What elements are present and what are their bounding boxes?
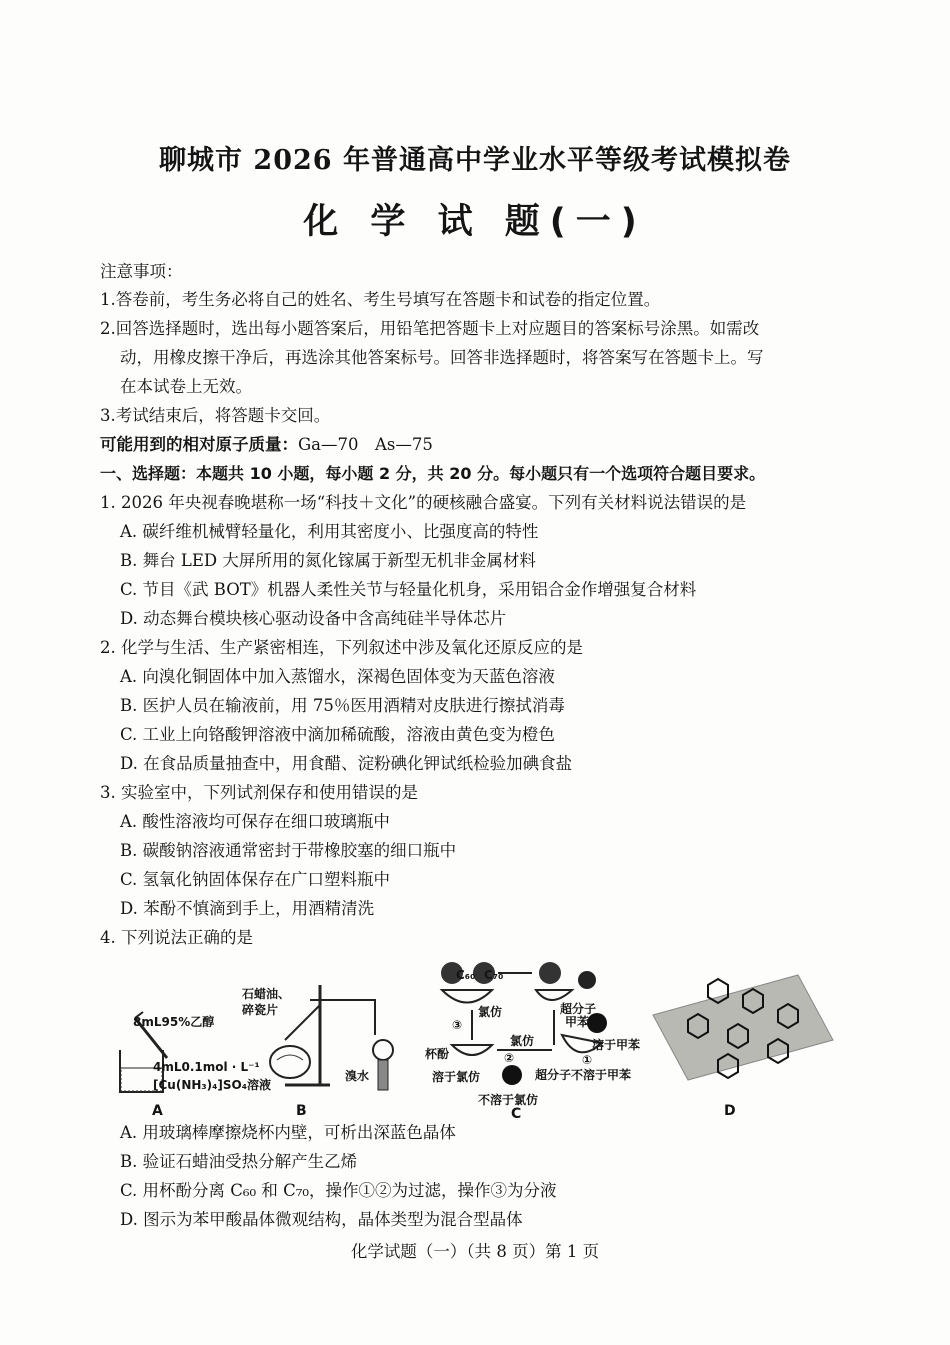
option: C. 工业上向铬酸钾溶液中滴加稀硫酸，溶液由黄色变为橙色 [120,725,556,744]
question-stem: 2. 化学与生活、生产紧密相连，下列叙述中涉及氧化还原反应的是 [100,638,583,657]
option: B. 舞台 LED 大屏所用的氮化镓属于新型无机非金属材料 [120,551,536,570]
notice-item: 2.回答选择题时，选出每小题答案后，用铅笔把答题卡上对应题目的答案标号涂黑。如需改 [100,319,760,338]
figure-c-c60: C₆₀ [456,968,476,982]
figure-c-toluene: 甲苯 [565,1015,590,1029]
option: D. 动态舞台模块核心驱动设备中含高纯硅半导体芯片 [120,609,507,628]
figure-b-text: 溴水 [345,1069,370,1083]
option: B. 验证石蜡油受热分解产生乙烯 [120,1152,358,1171]
figure-c-chloroform2: 氯仿 [510,1034,535,1048]
page-footer: 化学试题（一）（共 8 页）第 1 页 [350,1242,600,1261]
figure-b-label: B [296,1103,307,1119]
notice-item: 动，用橡皮擦干净后，再选涂其他答案标号。回答非选择题时，将答案写在答题卡上。写 [120,348,764,367]
option: A. 用玻璃棒摩擦烧杯内壁，可析出深蓝色晶体 [120,1123,456,1142]
figure-c-dissolve-chl: 溶于氯仿 [432,1070,481,1084]
figure-d-label: D [724,1103,736,1119]
question-stem: 1. 2026 年央视春晚堪称一场“科技＋文化”的硬核融合盛宴。下列有关材料说法错误的是 [100,493,747,512]
atomic-mass-label: 可能用到的相对原子质量： [100,435,298,454]
option: B. 碳酸钠溶液通常密封于带橡胶塞的细口瓶中 [120,841,457,860]
figure-c-dissolve-tol: 溶于甲苯 [592,1038,641,1052]
figure-c-insoluble-chl: 不溶于氯仿 [478,1093,539,1107]
figure-c-op1: ① [582,1053,593,1067]
option: D. 苯酚不慎滴到手上，用酒精清洗 [120,899,375,918]
section-heading: 一、选择题：本题共 10 小题，每小题 2 分，共 20 分。每小题只有一个选项符合题目要求。 [100,464,766,483]
atomic-mass-values: Ga—70 As—75 [298,435,433,454]
option: C. 节目《武 BOT》机器人柔性关节与轻量化机身，采用铝合金作增强复合材料 [120,580,697,599]
option: D. 在食品质量抽查中，用食醋、淀粉碘化钾试纸检验加碘食盐 [120,754,573,773]
option: A. 向溴化铜固体中加入蒸馏水，深褐色固体变为天蓝色溶液 [120,667,555,686]
option: A. 酸性溶液均可保存在细口玻璃瓶中 [120,812,390,831]
figure-c-c70: C₇₀ [484,968,504,982]
option: A. 碳纤维机械臂轻量化，利用其密度小、比强度高的特性 [120,522,539,541]
question-stem: 4. 下列说法正确的是 [100,928,253,947]
figure-a-text: 8mL95%乙醇 [133,1015,215,1029]
figure-a-text: [Cu(NH₃)₄]SO₄溶液 [153,1078,271,1092]
figure-c-op2: ② [504,1051,515,1065]
figure-c-op3: ③ [452,1018,463,1032]
option: D. 图示为苯甲酸晶体微观结构，晶体类型为混合型晶体 [120,1210,523,1229]
figure-a-text: 4mL0.1mol · L⁻¹ [153,1060,260,1074]
question-stem: 3. 实验室中，下列试剂保存和使用错误的是 [100,783,418,802]
exam-subtitle: 化 学 试 题(一) [303,202,647,242]
notice-item: 在本试卷上无效。 [120,377,252,396]
atomic-mass-line [100,435,433,455]
figure-d-crystal [648,965,838,1090]
notice-item: 3.考试结束后，将答题卡交回。 [100,406,331,425]
figure-a-label: A [152,1103,163,1119]
figure-b-text: 碎瓷片 [242,1003,279,1017]
notice-item: 1.答卷前，考生务必将自己的姓名、考生号填写在答题卡和试卷的指定位置。 [100,290,661,309]
figure-c-supra: 超分子 [560,1002,597,1016]
figure-b-text: 石蜡油、 [242,987,291,1001]
figure-c-calix: 杯酚 [425,1047,450,1061]
option: B. 医护人员在输液前，用 75％医用酒精对皮肤进行擦拭消毒 [120,696,565,715]
exam-title: 聊城市 2026 年普通高中学业水平等级考试模拟卷 [159,145,791,176]
figure-c-chloroform: 氯仿 [478,1005,503,1019]
figure-c-insoluble-tol: 超分子不溶于甲苯 [535,1068,632,1082]
notice-heading: 注意事项： [100,262,183,281]
option: C. 氢氧化钠固体保存在广口塑料瓶中 [120,870,391,889]
option: C. 用杯酚分离 C₆₀ 和 C₇₀，操作①②为过滤，操作③为分液 [120,1181,557,1200]
figure-c-label: C [511,1106,522,1122]
